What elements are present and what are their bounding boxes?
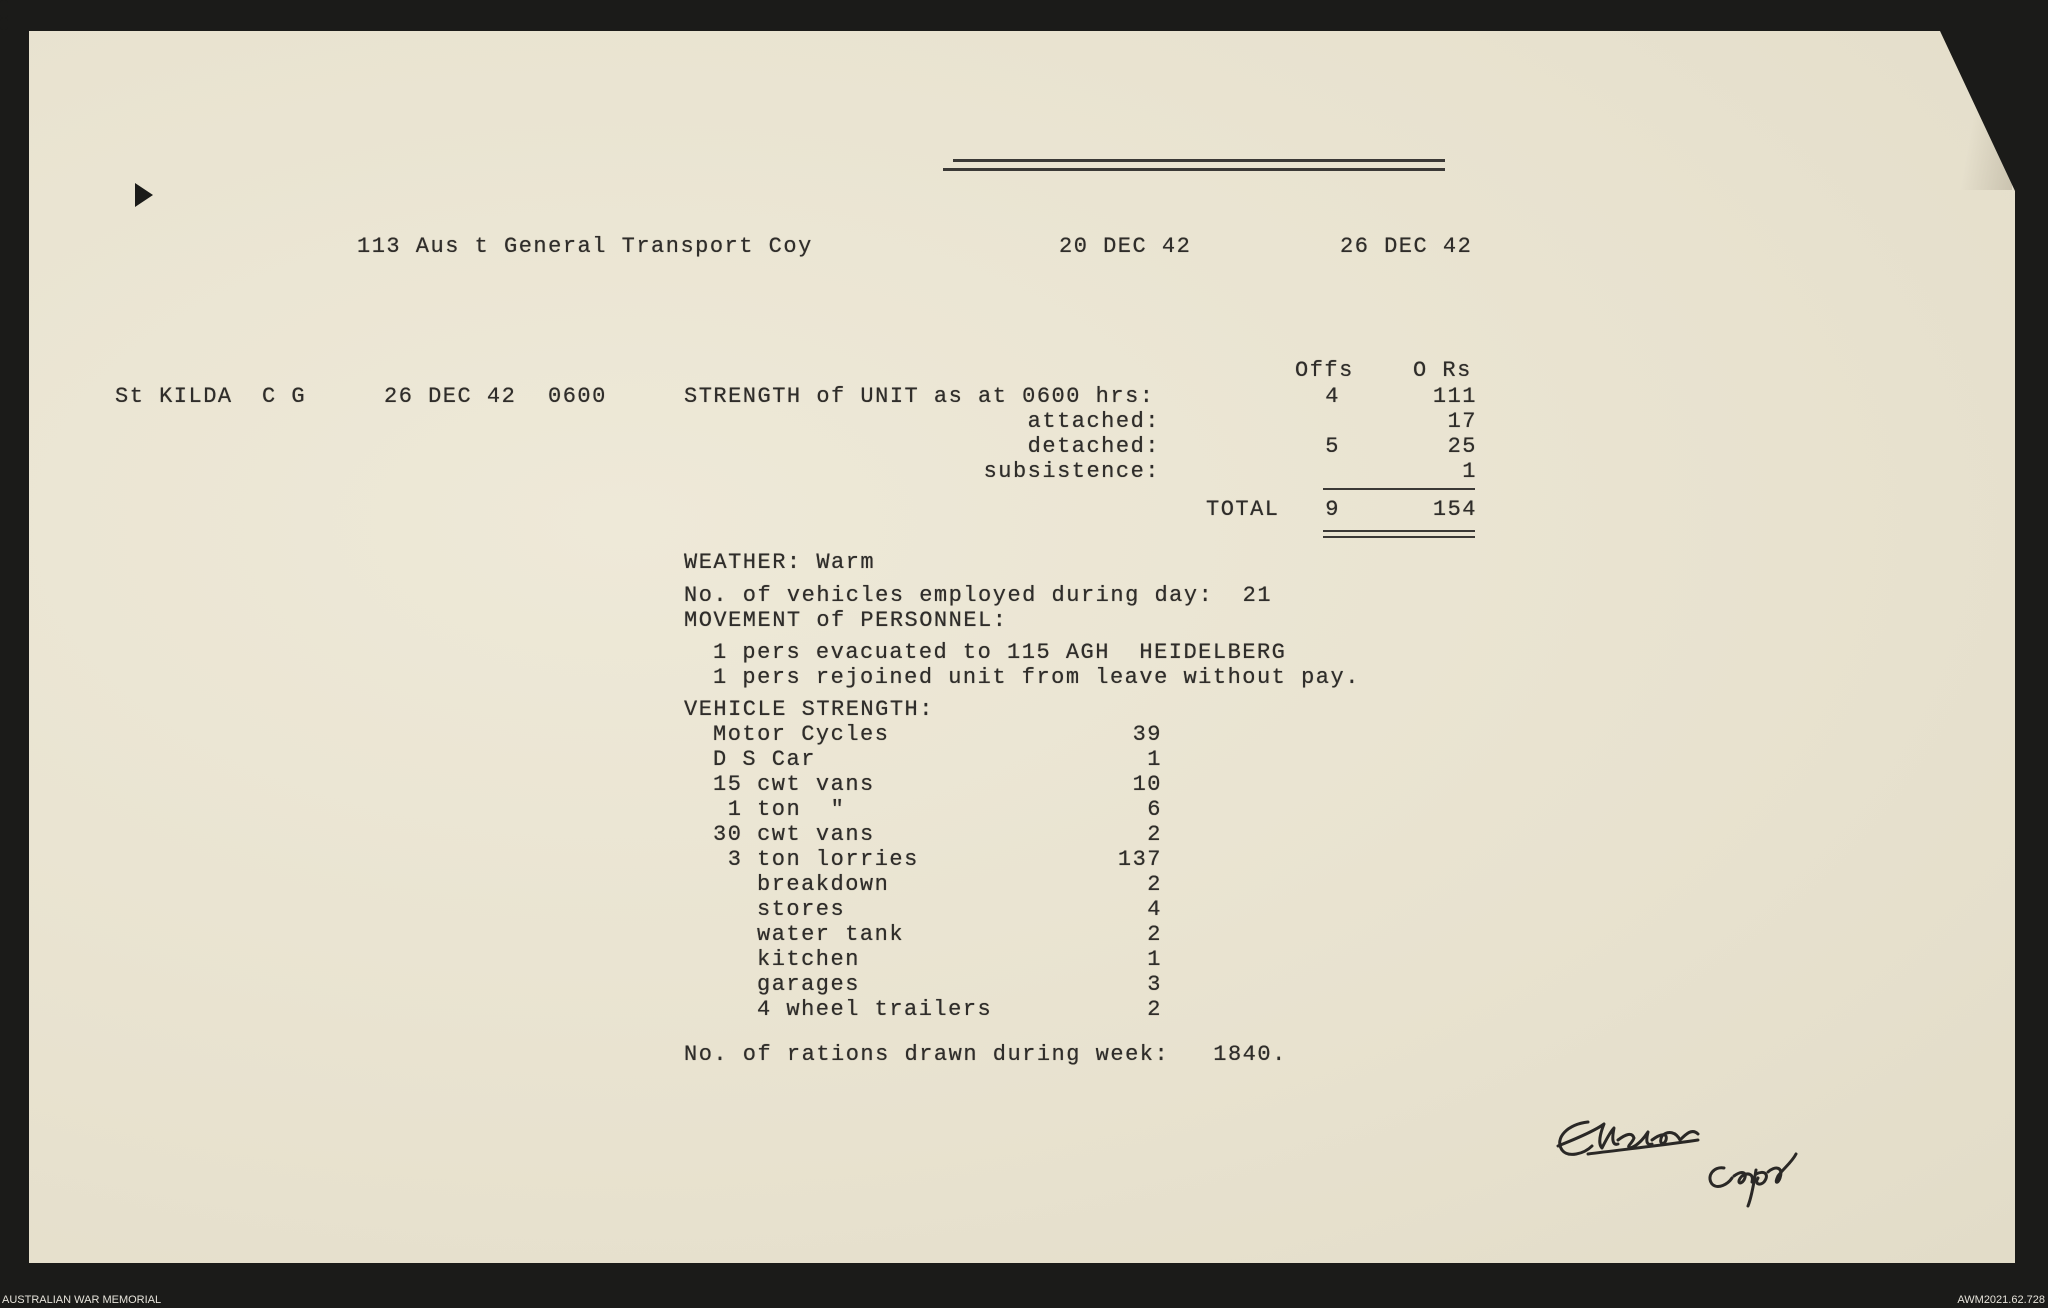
vehicle-label: D S Car [713,747,816,772]
vehicle-count: 6 [1147,797,1162,822]
vehicle-label: 30 cwt vans [713,822,875,847]
entry-time: 0600 [548,384,607,409]
vehicle-count: 2 [1147,997,1162,1022]
strength-row-offs: 4 [1325,384,1340,409]
vehicle-label: water tank [757,922,905,947]
vehicle-label: 1 ton " [713,797,846,822]
vehicles-employed: No. of vehicles employed during day: 21 [684,583,1273,608]
strength-row-label: attached: [1027,409,1160,434]
punch-hole [0,0,8,18]
date-from: 20 DEC 42 [1059,234,1192,259]
movement-line: 1 pers rejoined unit from leave without pay. [713,665,1360,690]
entry-place: St KILDA C G [115,384,307,409]
vehicle-label: breakdown [757,872,890,897]
signature [1548,1110,1808,1210]
rations-drawn: No. of rations drawn during week: 1840. [684,1042,1287,1067]
total-double-rule [1323,536,1475,538]
vehicle-label: kitchen [757,947,860,972]
vehicle-count: 137 [1117,847,1162,872]
punch-hole [0,18,8,30]
vehicle-count: 3 [1147,972,1162,997]
strength-row-ors: 1 [1462,459,1477,484]
vehicle-count: 1 [1147,947,1162,972]
vehicle-label: garages [757,972,860,997]
vehicle-label: stores [757,897,846,922]
footer-credit: AUSTRALIAN WAR MEMORIAL [2,1294,162,1306]
column-header-ors: O Rs [1413,358,1472,383]
vehicle-count: 10 [1132,772,1162,797]
total-label: TOTAL [1206,497,1280,522]
vehicle-strength-heading: VEHICLE STRENGTH: [684,697,934,722]
punch-hole [135,183,153,207]
total-double-rule [1323,530,1475,532]
vehicle-count: 39 [1132,722,1162,747]
strength-row-offs: 5 [1325,434,1340,459]
strength-row-label: detached: [1027,434,1160,459]
weather: WEATHER: Warm [684,550,876,575]
vehicle-label: 3 ton lorries [713,847,919,872]
vehicle-count: 4 [1147,897,1162,922]
vehicle-count: 2 [1147,822,1162,847]
vehicle-count: 1 [1147,747,1162,772]
movement-heading: MOVEMENT of PERSONNEL: [684,608,1008,633]
column-header-offs: Offs [1295,358,1354,383]
strength-row-label: STRENGTH of UNIT as at 0600 hrs: [684,384,1155,409]
strength-row-ors: 25 [1447,434,1477,459]
header-rule [953,159,1445,162]
unit-name: 113 Aus t General Transport Coy [357,234,813,259]
footer-accession-number: AWM2021.62.728 [1957,1294,2045,1306]
entry-date: 26 DEC 42 [384,384,517,409]
total-ors: 154 [1432,497,1477,522]
vehicle-label: 4 wheel trailers [757,997,993,1022]
vehicle-label: Motor Cycles [713,722,890,747]
vehicle-label: 15 cwt vans [713,772,875,797]
strength-row-ors: 17 [1447,409,1477,434]
torn-corner [1940,31,2015,191]
strength-row-label: subsistence: [983,459,1160,484]
vehicle-count: 2 [1147,922,1162,947]
total-offs: 9 [1325,497,1340,522]
movement-line: 1 pers evacuated to 115 AGH HEIDELBERG [713,640,1287,665]
total-rule [1323,488,1475,490]
strength-row-ors: 111 [1432,384,1477,409]
header-rule [943,168,1445,171]
date-to: 26 DEC 42 [1340,234,1473,259]
vehicle-count: 2 [1147,872,1162,897]
